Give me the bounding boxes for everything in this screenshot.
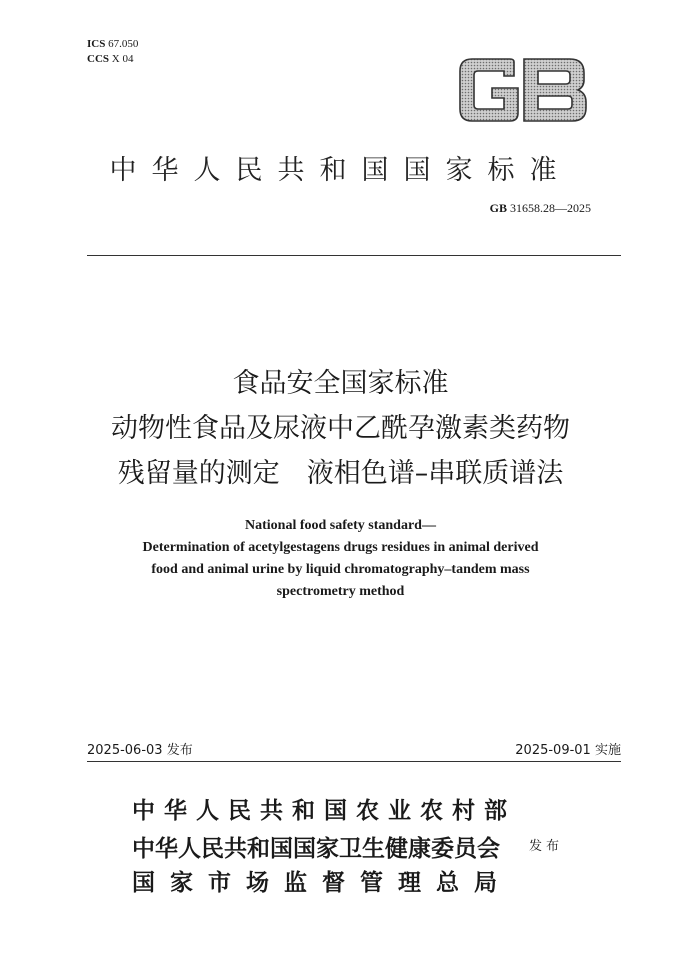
- top-divider: [87, 255, 621, 256]
- gb-logo-icon: [458, 58, 588, 122]
- ics-label: ICS: [87, 38, 106, 50]
- bottom-divider: [87, 761, 621, 762]
- ccs-code: X 04: [111, 53, 134, 65]
- ccs-line: [87, 52, 138, 67]
- english-title-line-3: food and animal urine by liquid chromatography–tandem mass: [151, 562, 530, 577]
- chinese-title-line-1: 食品安全国家标准: [232, 368, 449, 399]
- chinese-title: [0, 361, 681, 496]
- release-date: [87, 739, 193, 758]
- standard-number-prefix: GB: [489, 201, 507, 215]
- english-title-line-1: National food safety standard—: [245, 518, 436, 533]
- issuer-agriculture-ministry: 中华人民共和国农业农村部: [132, 797, 516, 824]
- issuer-health-commission: 中华人民共和国国家卫生健康委员会: [132, 835, 500, 862]
- chinese-title-line-2: 动物性食品及尿液中乙酰孕激素类药物: [111, 413, 570, 444]
- english-title-line-4: spectrometry method: [276, 584, 405, 599]
- standard-number-value: 31658.28—2025: [510, 201, 591, 215]
- publish-label: 发布: [529, 839, 564, 854]
- standard-number: [490, 201, 591, 216]
- release-date-label: 发布: [166, 743, 193, 758]
- ccs-label: CCS: [87, 53, 110, 65]
- effective-date: [515, 739, 621, 758]
- classification-codes: [87, 37, 138, 67]
- effective-date-value: 2025-09-01: [515, 743, 591, 758]
- english-title-line-2: Determination of acetylgestagens drugs residues in animal derived: [142, 540, 539, 555]
- english-title: [0, 515, 681, 603]
- chinese-title-line-3: 残留量的测定 液相色谱–串联质谱法: [117, 458, 564, 489]
- ics-code: 67.050: [108, 38, 139, 50]
- release-date-value: 2025-06-03: [87, 743, 163, 758]
- issuer-market-regulation: 国家市场监督管理总局: [132, 869, 512, 896]
- effective-date-label: 实施: [594, 743, 621, 758]
- ics-line: [87, 37, 138, 52]
- national-standard-heading: 中华人民共和国国家标准: [109, 155, 572, 186]
